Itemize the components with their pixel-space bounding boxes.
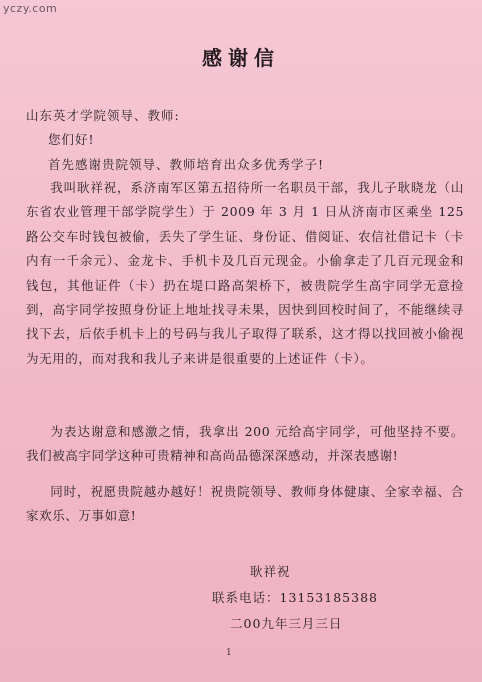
- body-paragraph-2-text: 为表达谢意和感激之情，我拿出 200 元给高宇同学，可他坚持不要。我们被高宇同学这种可贵精神和高尚品德深深感动，并深表感谢!: [26, 424, 464, 464]
- letter-date: 二00九年三月三日: [230, 616, 343, 631]
- contact-phone: 联系电话：13153185388: [212, 590, 378, 605]
- salutation: 山东英才学院领导、教师:: [26, 108, 180, 123]
- page-title: 感谢信: [202, 46, 280, 70]
- opening-line: 首先感谢贵院领导、教师培育出众多优秀学子!: [48, 157, 325, 172]
- site-watermark: yczy.com: [3, 2, 58, 15]
- greeting: 您们好!: [48, 132, 95, 147]
- body-paragraph-3: [26, 480, 464, 529]
- body-paragraph-3-text: 同时，祝愿贵院越办越好！祝贵院领导、教师身体健康、全家幸福、合家欢乐、万事如意!: [26, 484, 464, 524]
- signature-name: 耿祥祝: [250, 564, 291, 579]
- body-paragraph-1-text: 我叫耿祥祝，系济南军区第五招待所一名职员干部，我儿子耿晓龙（山东省农业管理干部学院学生）于 2009 年 3 月 1 日从济南市区乘坐 125 路公交车时钱包被偷，丢失了学生证、身份证、借阅证、农信社借记卡（卡内有一千余元）、金龙卡、手机卡及几百元现金。小偷拿走了几百元现金和钱包，其他证件（卡）扔在堤口路高架桥下，被贵院学生高宇同学无意捡到，高宇同学按照身份证上地址找寻未果，因快到回校时间了，不能继续寻找下去，后依手机卡上的号码与我儿子取得了联系，这才得以找回被小偷视为无用的，而对我和我儿子来讲是很重要的上述证件（卡）。: [26, 180, 464, 366]
- body-paragraph-1: [26, 176, 464, 371]
- body-paragraph-2: [26, 420, 464, 469]
- page-number: 1: [226, 648, 232, 658]
